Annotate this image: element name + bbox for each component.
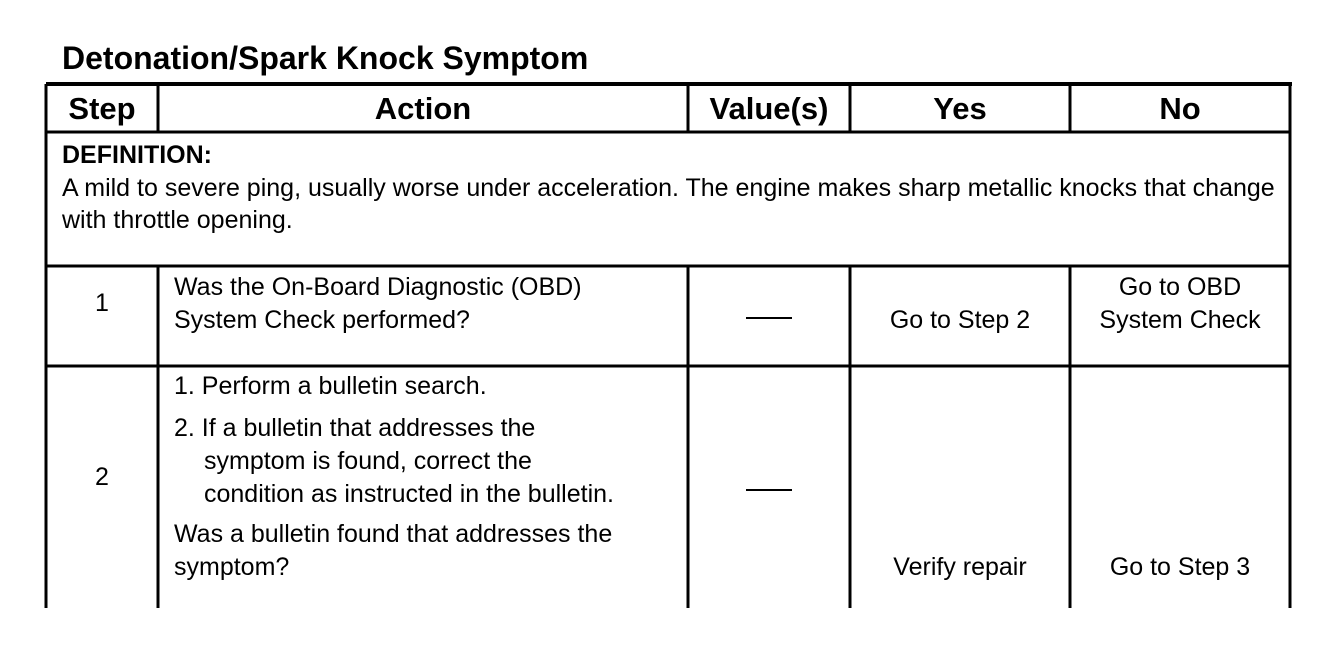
- row1-value-dash: [746, 317, 792, 319]
- row1-no-line1: Go to OBD: [1118, 273, 1242, 301]
- row2-item2-line1: 2. If a bulletin that addresses the: [174, 414, 536, 442]
- row1-action-line2: System Check performed?: [174, 306, 470, 334]
- row2-item2-line3: condition as instructed in the bulletin.: [204, 480, 614, 508]
- header-yes: Yes: [933, 91, 987, 126]
- row2-question-line1: Was a bulletin found that addresses the: [174, 520, 613, 548]
- row1-action-line1: Was the On-Board Diagnostic (OBD): [174, 273, 582, 301]
- row2-question: [174, 518, 612, 584]
- page-title: Detonation/Spark Knock Symptom: [62, 40, 589, 76]
- row2-no: Go to Step 3: [1109, 553, 1251, 581]
- row1-no: [1070, 271, 1290, 337]
- row1-action: [174, 271, 582, 337]
- row2-yes: Verify repair: [893, 553, 1027, 581]
- row2-step: 2: [95, 463, 109, 491]
- row2-item2: [174, 412, 614, 511]
- row1-yes: Go to Step 2: [889, 306, 1031, 334]
- row2-item2-line2: symptom is found, correct the: [204, 447, 532, 475]
- row2-item1: 1. Perform a bulletin search.: [174, 372, 487, 400]
- header-step: Step: [68, 91, 136, 126]
- row1-no-line2: System Check: [1099, 306, 1261, 334]
- definition-text: A mild to severe ping, usually worse under acceleration. The engine makes sharp metallic knocks that change with throttle opening.: [62, 174, 1275, 234]
- row2-value-dash: [746, 489, 792, 491]
- header-no: No: [1159, 91, 1201, 126]
- definition-label: DEFINITION:: [62, 141, 212, 169]
- row1-step: 1: [95, 289, 109, 317]
- header-values: Value(s): [709, 91, 829, 126]
- row2-question-line2: symptom?: [174, 553, 290, 581]
- header-action: Action: [374, 91, 472, 126]
